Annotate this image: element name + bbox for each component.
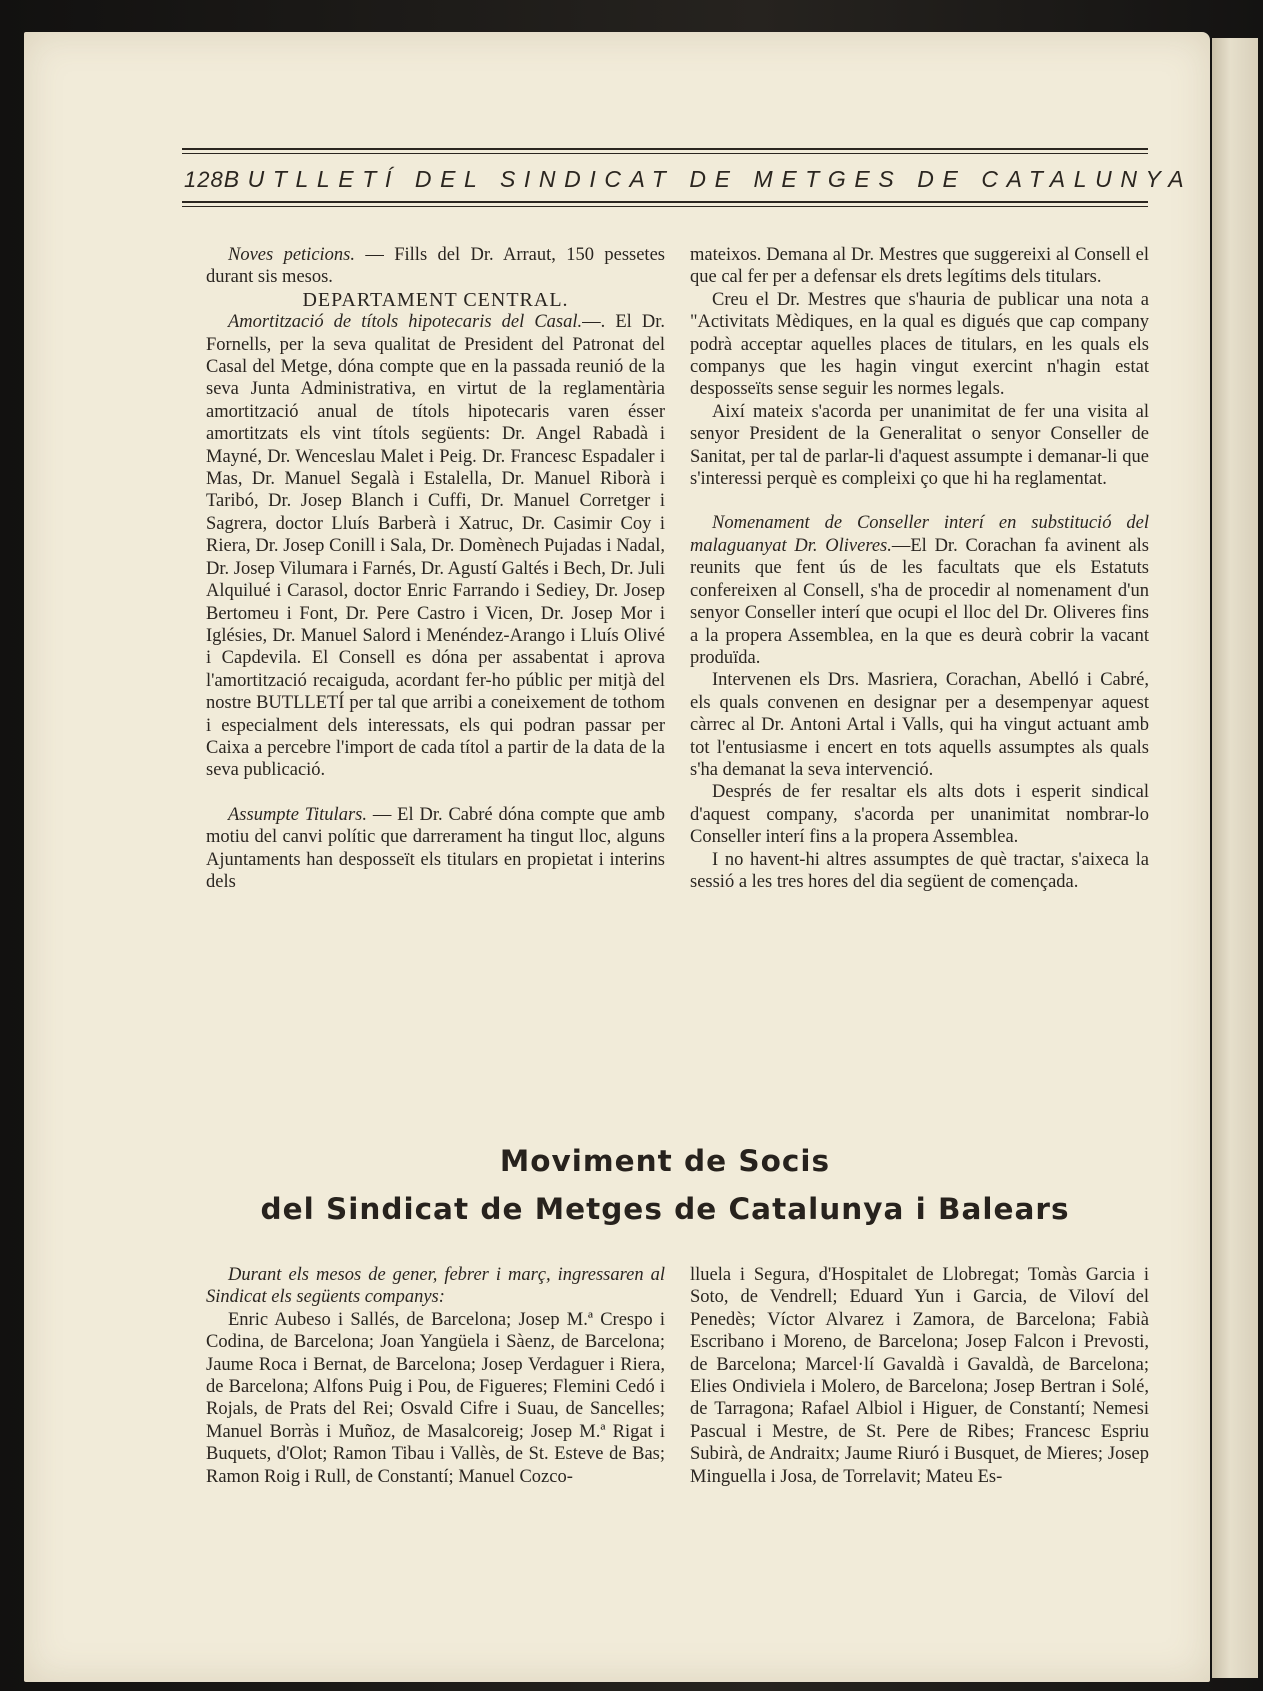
page-number: 128 [184,167,224,192]
department-heading: DEPARTAMENT CENTRAL. [302,288,569,311]
amortitzacio-text: —. El Dr. Fornells, per la seva qualitat de President del Patronat del Casal del Metge, dóna compte que en la passada reunió de la seva Junta Administrativa, en virtut de la reglamentària amortització anual de títols hipotecaris varen ésser amortitzats els vint títols següents: Dr. Angel Rabadà i Mayné, Dr. Wenceslau Malet i Peig. Dr. Francesc Espadaler i Mas, Dr. Manuel Segalà i Estalella, Dr. Manuel Riborà i Taribó, Dr. Josep Blanch i Cuffi, Dr. Manuel Corretger i Sagrera, doctor Lluís Barberà i Xatruc, Dr. Casimir Coy i Riera, Dr. Josep Conill i Sala, Dr. Domènech Pujadas i Nadal, Dr. Josep Vilumara i Farnés, Dr. Agustí Galtés i Bech, Dr. Juli Alquilué i Carasol, doctor Enric Farrando i Sediey, Dr. Josep Bertomeu i Font, Dr. Pere Castro i Vicen, Dr. Josep Mor i Iglésies, Dr. Manuel Salord i Menéndez-Arango i Lluís Olivé i Capdevila. El Consell es dóna per assabentat i aprova l'amortització recaiguda, acordant fer-ho públic per mitjà del nostre BUTLLETÍ per tal que arribi a coneixement de tothom i especialment dels interessats, els qui podran passar per Caixa a percebre l'import de cada títol a partir de la data de la seva publicació. [206,312,665,781]
section-title-line-2: del Sindicat de Metges de Catalunya i Balears [260,1192,1070,1226]
right-paragraph-1: mateixos. Demana al Dr. Mestres que suggereixi al Consell el que cal fer per a defensar els drets legítims dels titulars. [690,245,1149,288]
noves-text: — Fills del Dr. Arraut, 150 pessetes durant sis mesos. [206,245,665,288]
assumpte-title: Assumpte Titulars. [228,804,367,825]
journal-title: BUTLLETÍ DEL SINDICAT DE METGES DE CATALUNYA [223,166,1193,192]
right-paragraph-3: Així mateix s'acorda per unanimitat de fer una visita al senyor President de la Generalitat o senyor Conseller de Sanitat, per tal de parlar-li d'aquest assumpte i demanar-li que s'interessi perquè es compleixi ço que hi ha reglamentat. [690,401,1149,490]
nomenament-paragraph [690,512,1149,669]
amortitzacio-paragraph [206,311,665,782]
socis-intro [206,1264,665,1309]
running-header [182,148,1193,207]
right-paragraph-5: Intervenen els Drs. Masriera, Corachan, Abelló i Cabré, els quals convenen en designar per a desempenyar aquest càrrec al Dr. Antoni Artal i Valls, qui ha vingut actuant amb tot l'entusiasme i encert en tots aquells assumptes als quals s'ha demanat la seva intervenció. [690,670,1149,780]
nomenament-text: —El Dr. Corachan fa avinent als reunits que fent ús de les facultats que els Estatuts confereixen al Consell, s'ha de procedir al nomenament d'un senyor Conseller interí que ocupi el lloc del Dr. Oliveres fins a la propera Assemblea, en la que es deurà cobrir la vacant produïda. [690,535,1149,668]
bottom-right-column [690,1264,1149,1488]
adjacent-page-edge [1212,38,1258,1678]
noves-paragraph [206,244,665,289]
header-rule-bottom [182,201,1148,203]
left-column [206,244,665,893]
right-paragraph-2: Creu el Dr. Mestres que s'hauria de publicar una nota a "Activitats Mèdiques, en la qual es digués que cap company podrà acceptar aquelles places de titulars, en les quals els companys que les hagin vingut exercint n'hagin estat desposseïts sense seguir les normes legals. [690,289,1149,400]
header-rule-top [182,148,1148,150]
socis-list-left: Enric Aubeso i Sallés, de Barcelona; Josep M.ª Crespo i Codina, de Barcelona; Joan Yangüela i Sàenz, de Barcelona; Jaume Roca i Bernat, de Barcelona; Josep Verdaguer i Riera, de Barcelona; Alfons Puig i Pou, de Figueres; Flemini Cedó i Rojals, de Prats del Rei; Osvald Cifre i Suau, de Sancelles; Manuel Borràs i Muñoz, de Masalcoreig; Josep M.ª Rigat i Buquets, d'Olot; Ramon Tibau i Vallès, de St. Esteve de Bas; Ramon Roig i Rull, de Constantí; Manuel Cozco- [206,1309,665,1487]
nomenament-title: Nomenament de Conseller interí en substitució del malaguanyat Dr. Oliveres. [690,513,1149,556]
bottom-left-column [206,1264,665,1488]
assumpte-text: — El Dr. Cabré dóna compte que amb motiu del canvi polític que darrerament ha tingut lloc, alguns Ajuntaments han desposseït els titulars en propietat i interins dels [206,804,666,892]
section-title-line-1: Moviment de Socis [499,1144,831,1178]
noves-title: Noves peticions. [228,245,355,265]
right-column [690,244,1149,893]
right-paragraph-7: I no havent-hi altres assumptes de què tractar, s'aixeca la sessió a les tres hores del dia següent de començada. [690,849,1149,892]
header-rule-bottom-thin [182,206,1148,207]
running-header-text [182,154,1193,201]
right-paragraph-6: Després de fer resaltar els alts dots i esperit sindical d'aquest company, s'acorda per unanimitat nombrar-lo Conseller interí fins a la propera Assemblea. [690,782,1149,848]
socis-list-right: lluela i Segura, d'Hospitalet de Llobregat; Tomàs Garcia i Soto, de Vendrell; Eduard Yun i Garcia, de Viloví del Penedès; Víctor Alvarez i Zamora, de Barcelona; Fabià Escribano i Moreno, de Barcelona; Josep Falcon i Prevosti, de Barcelona; Marcel·lí Gavaldà i Gavaldà, de Barcelona; Elies Ondiviela i Molero, de Barcelona; Josep Bertran i Solé, de Tarragona; Rafael Albiol i Higuer, de Constantí; Nemesi Pascual i Mestre, de St. Pere de Ribes; Francesc Espriu Subirà, de Andraitx; Jaume Riuró i Busquet, de Mieres; Josep Minguella i Josa, de Torrelavit; Mateu Es- [690,1265,1149,1487]
amortitzacio-title: Amortització de títols hipotecaris del Casal. [228,312,583,333]
socis-intro-text: Durant els mesos de gener, febrer i març, ingressaren al Sindicat els següents companys: [206,1265,665,1308]
assumpte-paragraph [206,804,665,894]
